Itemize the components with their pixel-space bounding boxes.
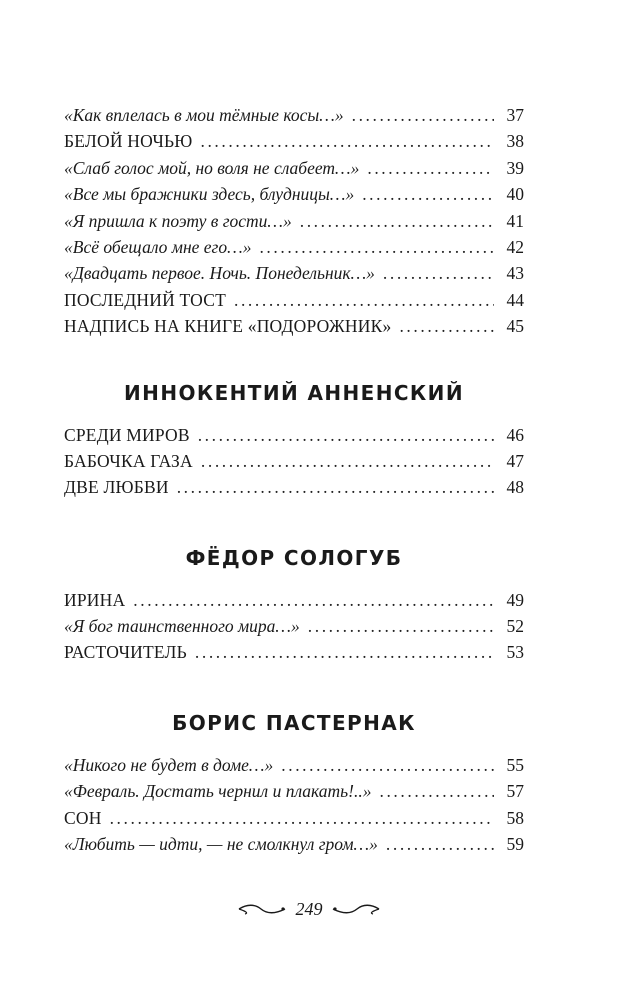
dot-leader — [110, 805, 494, 831]
toc-entry-title: БЕЛОЙ НОЧЬЮ — [64, 131, 193, 152]
dot-leader — [195, 639, 494, 665]
dot-leader — [386, 831, 494, 857]
toc-entry-title: «Как вплелась в мои тёмные косы…» — [64, 105, 344, 125]
page-number: 249 — [295, 898, 323, 919]
toc-entry-title: «Всё обещало мне его…» — [64, 236, 252, 257]
toc-entry-page: 42 — [506, 236, 524, 257]
toc-entry-page: 38 — [506, 131, 524, 152]
dot-leader — [308, 613, 494, 639]
toc-entry-title: БАБОЧКА ГАЗА — [64, 450, 193, 471]
section-heading: ИННОКЕНТИЙ АННЕНСКИЙ — [124, 380, 464, 405]
dot-leader — [399, 313, 494, 339]
dot-leader — [367, 155, 494, 181]
toc-entry-page: 55 — [506, 754, 524, 775]
toc-entry[interactable] — [64, 422, 524, 448]
toc-entry[interactable] — [64, 208, 524, 234]
dot-leader — [201, 448, 494, 474]
toc-entry[interactable] — [64, 639, 524, 665]
toc-section-akhmatova-continued — [64, 102, 524, 340]
toc-entry[interactable] — [64, 181, 524, 207]
toc-entry[interactable] — [64, 805, 524, 831]
section-heading: ФЁДОР СОЛОГУБ — [185, 545, 403, 570]
section-heading: БОРИС ПАСТЕРНАК — [172, 710, 416, 735]
toc-entry-title: «Февраль. Достать чернил и плакать!..» — [64, 781, 372, 802]
dot-leader — [362, 181, 494, 207]
toc-entry-page: 47 — [506, 450, 524, 471]
toc-entry[interactable] — [64, 474, 524, 500]
toc-entry-title: ИРИНА — [64, 589, 126, 610]
table-of-contents — [64, 102, 524, 857]
toc-entry-title: «Слаб голос мой, но воля не слабеет…» — [64, 157, 360, 178]
toc-entry[interactable] — [64, 613, 524, 639]
page-folio — [0, 893, 618, 921]
dot-leader — [177, 474, 494, 500]
dot-leader — [234, 287, 494, 313]
toc-entry-title: «Двадцать первое. Ночь. Понедельник…» — [64, 263, 375, 284]
dot-leader — [259, 234, 494, 260]
toc-entry[interactable] — [64, 287, 524, 313]
toc-entry[interactable] — [64, 448, 524, 474]
toc-entry-page: 41 — [506, 210, 524, 231]
dot-leader — [198, 422, 494, 448]
toc-entry-title: СРЕДИ МИРОВ — [64, 424, 190, 445]
toc-entry-page: 58 — [506, 807, 524, 828]
toc-entry[interactable] — [64, 831, 524, 857]
toc-entry-page: 44 — [506, 289, 524, 310]
toc-entry-title: РАСТОЧИТЕЛЬ — [64, 642, 187, 663]
toc-entry[interactable] — [64, 155, 524, 181]
dot-leader — [352, 102, 494, 128]
toc-entry-page: 57 — [506, 781, 524, 802]
toc-entry-page: 53 — [506, 642, 524, 663]
toc-entry-page: 46 — [506, 424, 524, 445]
dot-leader — [383, 260, 494, 286]
toc-entry[interactable] — [64, 587, 524, 613]
toc-entry-title: «Я бог таинственного мира…» — [64, 616, 300, 637]
toc-entry[interactable] — [64, 752, 524, 778]
toc-entry[interactable] — [64, 234, 524, 260]
toc-entry[interactable] — [64, 260, 524, 286]
toc-entry-page: 59 — [506, 834, 524, 855]
toc-section-pasternak — [64, 708, 524, 858]
toc-entry[interactable] — [64, 778, 524, 804]
flourish-left-icon — [237, 902, 287, 916]
dot-leader — [281, 752, 494, 778]
toc-entry-page: 49 — [506, 589, 524, 610]
toc-entry[interactable] — [64, 102, 524, 128]
toc-entry-title: СОН — [64, 807, 102, 828]
toc-entry-title: НАДПИСЬ НА КНИГЕ «ПОДОРОЖНИК» — [64, 316, 392, 337]
toc-entry-page: 52 — [506, 616, 524, 637]
dot-leader — [200, 128, 494, 154]
toc-entry-title: ПОСЛЕДНИЙ ТОСТ — [64, 289, 226, 310]
toc-entry-page: 43 — [506, 263, 524, 284]
toc-entry-title: «Я пришла к поэту в гости…» — [64, 210, 292, 231]
toc-entry-page: 48 — [506, 477, 524, 498]
flourish-right-icon — [331, 902, 381, 916]
dot-leader — [133, 587, 494, 613]
toc-section-sologub — [64, 543, 524, 666]
toc-entry[interactable] — [64, 128, 524, 154]
dot-leader — [379, 778, 494, 804]
toc-entry-title: «Любить — идти, — не смолкнул гром…» — [64, 834, 378, 855]
toc-entry-page: 40 — [506, 184, 524, 205]
toc-entry-title: «Никого не будет в доме…» — [64, 754, 274, 775]
toc-entry-page: 45 — [506, 316, 524, 337]
toc-entry-title: ДВЕ ЛЮБВИ — [64, 477, 169, 498]
toc-entry[interactable] — [64, 313, 524, 339]
toc-entry-title: «Все мы бражники здесь, блудницы…» — [64, 184, 355, 205]
toc-entry-page: 39 — [506, 157, 524, 178]
toc-section-annensky — [64, 378, 524, 501]
dot-leader — [300, 208, 494, 234]
toc-entry-page: 37 — [506, 105, 524, 125]
